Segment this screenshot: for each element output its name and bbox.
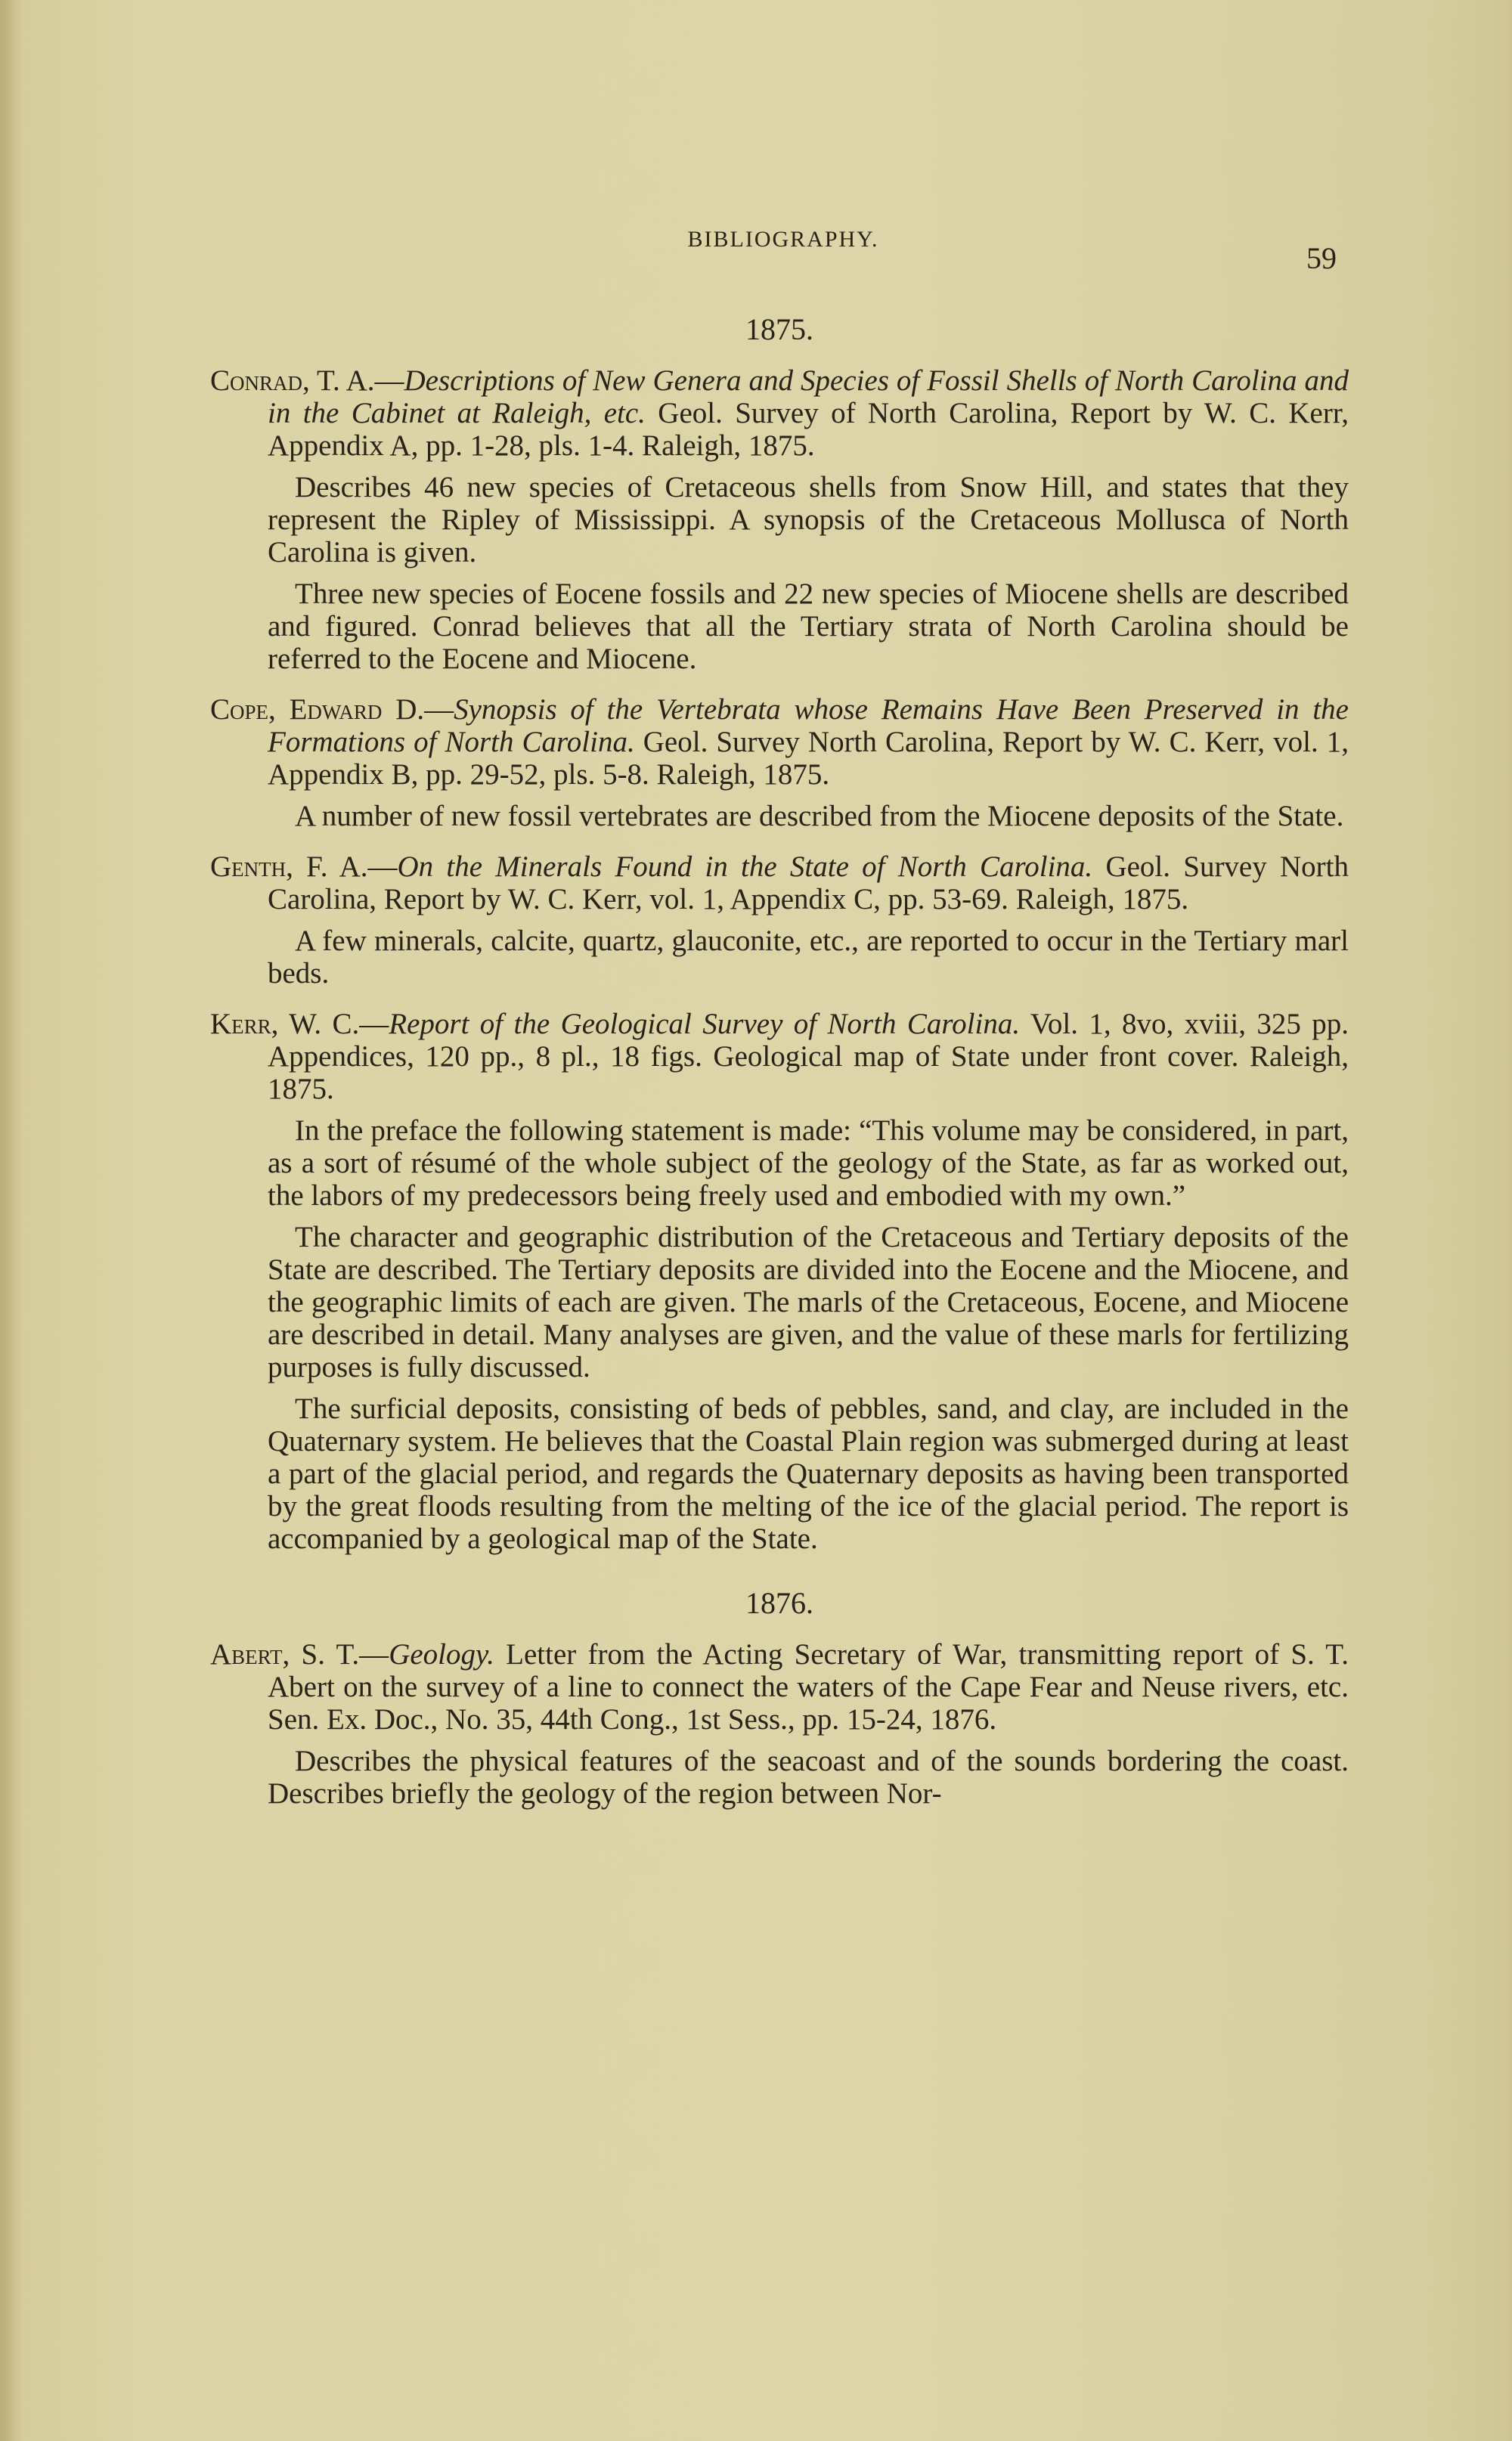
bibliography-entry-conrad xyxy=(210,364,1349,462)
entry-annotation: The surficial deposits, consisting of beds of pebbles, sand, and clay, are included in the Quaternary system. He believes that the Coastal Plain region was submerged during at least a part of the glacial period, and regards the Quaternary deposits as having been transported by the great floods resulting from the melting of the ice of the glacial period. The report is accompanied by a geological map of the State. xyxy=(268,1392,1349,1555)
page-body xyxy=(210,311,1349,1810)
entry-author: Abert, S. T.— xyxy=(210,1638,389,1671)
entry-citation: Geol. Survey North Carolina, Report by W. C. Kerr, vol. 1, Appendix B, pp. 29-52, pls. 5-8. Raleigh, 1875. xyxy=(268,726,1349,791)
entry-title: Geology. xyxy=(389,1638,494,1671)
year-heading: 1875. xyxy=(745,312,813,346)
entry-author: Conrad, T. A.— xyxy=(210,364,404,397)
bibliography-entry-kerr xyxy=(210,1008,1349,1105)
entry-author: Cope, Edward D.— xyxy=(210,693,454,726)
bibliography-entry-cope xyxy=(210,693,1349,791)
entry-annotation: The character and geographic distribution of the Cretaceous and Tertiary deposits of the State are described. The Tertiary deposits are divided into the Eocene and the Miocene, and the geographic limits of each are given. The marls of the Cretaceous, Eocene, and Miocene are described in detail. Many analyses are given, and the value of these marls for fertilizing purposes is fully discussed. xyxy=(268,1221,1349,1383)
bibliography-entry-genth xyxy=(210,850,1349,915)
running-title: BIBLIOGRAPHY. xyxy=(687,227,879,252)
year-heading: 1876. xyxy=(745,1586,813,1620)
entry-title: On the Minerals Found in the State of North Carolina. xyxy=(397,850,1093,883)
entry-title: Descriptions of New Genera and Species of Fossil Shells of North Carolina and in the Cabinet at Raleigh, etc. xyxy=(268,364,1349,429)
entry-citation: Geol. Survey of North Carolina, Report by W. C. Kerr, Appendix A, pp. 1-28, pls. 1-4. Raleigh, 1875. xyxy=(268,397,1349,462)
entry-annotation: A number of new fossil vertebrates are described from the Miocene deposits of the State. xyxy=(295,800,1344,832)
entry-annotation: Describes the physical features of the seacoast and of the sounds bordering the coast. Describes briefly the geology of the region between Nor- xyxy=(268,1745,1349,1810)
bibliography-entry-abert xyxy=(210,1638,1349,1736)
entry-citation: Geol. Survey North Carolina, Report by W. C. Kerr, vol. 1, Appendix C, pp. 53-69. Raleigh, 1875. xyxy=(268,850,1349,915)
entry-title: Synopsis of the Vertebrata whose Remains Have Been Preserved in the Formations of North Carolina. xyxy=(268,693,1349,758)
entry-annotation: In the preface the following statement is made: “This volume may be considered, in part, as a sort of résumé of the whole subject of the geology of the State, as far as worked out, the labors of my predecessors being freely used and embodied with my own.” xyxy=(268,1114,1349,1212)
entry-title: Report of the Geological Survey of North Carolina. xyxy=(389,1008,1021,1040)
entry-author: Kerr, W. C.— xyxy=(210,1008,389,1040)
entry-author: Genth, F. A.— xyxy=(210,850,398,883)
entry-annotation: Describes 46 new species of Cretaceous shells from Snow Hill, and states that they represent the Ripley of Mississippi. A synopsis of the Cretaceous Mollusca of North Carolina is given. xyxy=(268,471,1349,568)
page-number: 59 xyxy=(1306,241,1337,275)
entry-citation: Letter from the Acting Secretary of War, transmitting report of S. T. Abert on the survey of a line to connect the waters of the Cape Fear and Neuse rivers, etc. Sen. Ex. Doc., No. 35, 44th Cong., 1st Sess., pp. 15-24, 1876. xyxy=(268,1638,1349,1736)
entry-annotation: Three new species of Eocene fossils and 22 new species of Miocene shells are described and figured. Conrad believes that all the Tertiary strata of North Carolina should be referred to the Eocene and Miocene. xyxy=(268,578,1349,675)
entry-annotation: A few minerals, calcite, quartz, glauconite, etc., are reported to occur in the Tertiary marl beds. xyxy=(268,925,1349,990)
entry-citation: Vol. 1, 8vo, xviii, 325 pp. Appendices, 120 pp., 8 pl., 18 figs. Geological map of State under front cover. Raleigh, 1875. xyxy=(268,1008,1349,1105)
